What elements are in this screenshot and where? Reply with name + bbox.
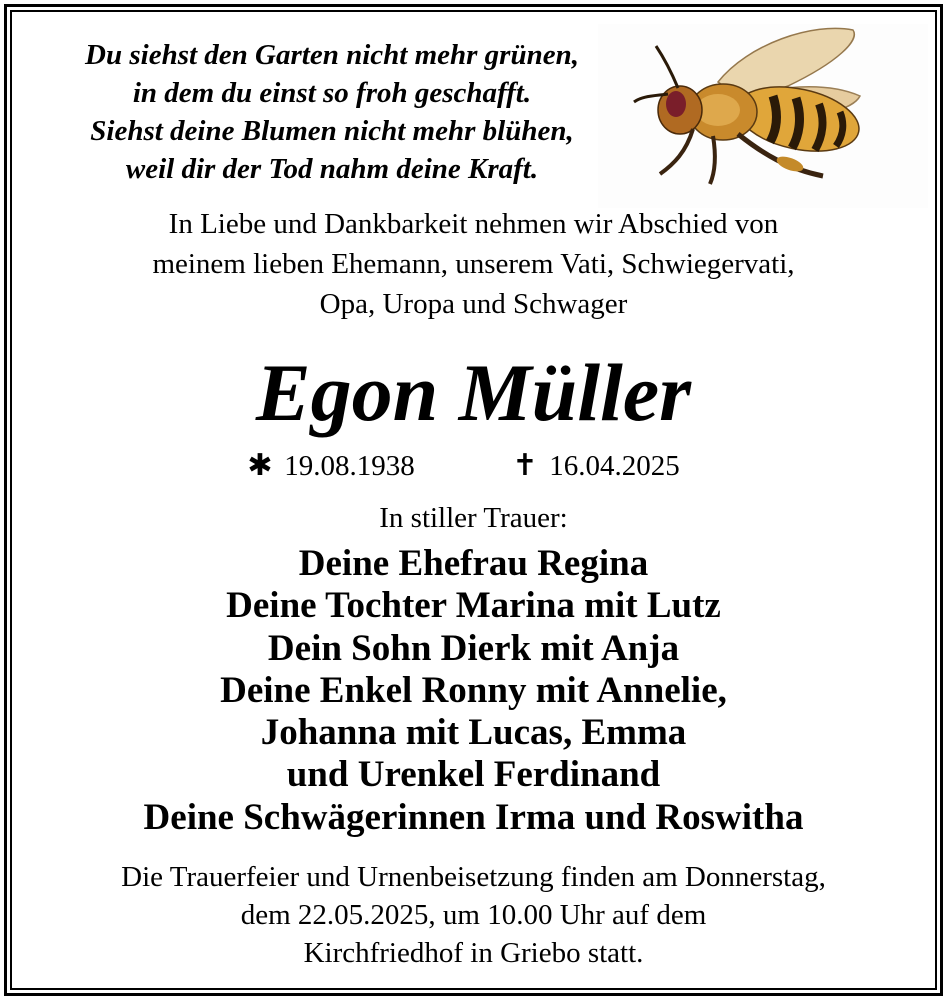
mourner-line: und Urenkel Ferdinand xyxy=(286,754,661,796)
mourner-line: Dein Sohn Dierk mit Anja xyxy=(267,627,680,669)
mourners-list xyxy=(0,543,947,839)
poem-line: Siehst deine Blumen nicht mehr blühen, xyxy=(90,115,574,147)
bee-icon xyxy=(598,24,928,208)
service-info xyxy=(0,858,947,972)
intro-line: In Liebe und Dankbarkeit nehmen wir Abschied von xyxy=(168,208,779,240)
intro-text xyxy=(0,204,947,324)
poem-line: in dem du einst so froh geschafft. xyxy=(132,77,532,109)
death-date: 16.04.2025 xyxy=(549,450,680,482)
intro-line: Opa, Uropa und Schwager xyxy=(319,288,628,320)
poem xyxy=(22,36,642,188)
mourner-line: Deine Schwägerinnen Irma und Roswitha xyxy=(143,796,804,838)
bee-illustration xyxy=(598,24,928,208)
service-line: Kirchfriedhof in Griebo statt. xyxy=(303,937,644,969)
cross-icon: ✝ xyxy=(512,449,538,482)
birth-date: 19.08.1938 xyxy=(284,450,415,482)
poem-line: weil dir der Tod nahm deine Kraft. xyxy=(125,153,539,185)
intro-line: meinem lieben Ehemann, unserem Vati, Schwiegervati, xyxy=(152,248,795,280)
mourner-line: Johanna mit Lucas, Emma xyxy=(260,712,687,754)
death-date-row xyxy=(508,448,680,484)
mourning-label: In stiller Trauer: xyxy=(379,502,568,534)
mourner-line: Deine Enkel Ronny mit Annelie, xyxy=(220,669,727,711)
deceased-name: Egon Müller xyxy=(255,347,692,438)
mourner-line: Deine Ehefrau Regina xyxy=(298,543,649,584)
poem-line: Du siehst den Garten nicht mehr grünen, xyxy=(85,39,579,71)
birth-star-icon: ✱ xyxy=(247,449,273,482)
birth-date-row xyxy=(243,448,415,484)
service-line: dem 22.05.2025, um 10.00 Uhr auf dem xyxy=(240,899,707,931)
mourner-line: Deine Tochter Marina mit Lutz xyxy=(226,585,721,627)
service-line: Die Trauerfeier und Urnenbeisetzung finden am Donnerstag, xyxy=(121,861,826,893)
